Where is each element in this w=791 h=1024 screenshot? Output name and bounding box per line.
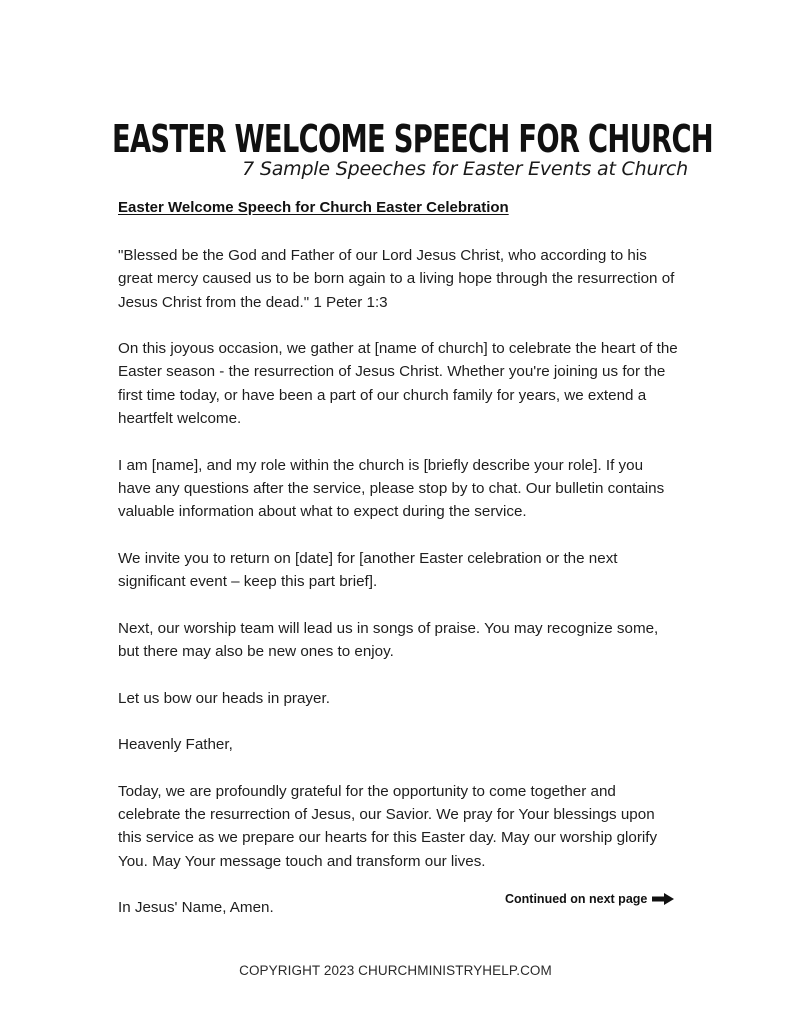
scripture-quote-paragraph: "Blessed be the God and Father of our Lord Jesus Christ, who according to his great mercy caused us to be born again to a living hope through the resurrection of Jesus Christ from the dead." 1 Peter 1:3 (118, 247, 675, 311)
continued-on-next-page (505, 891, 674, 907)
page-subtitle: 7 Sample Speeches for Easter Events at Church (242, 158, 688, 180)
continued-label: Continued on next page (505, 892, 648, 906)
welcome-paragraph: On this joyous occasion, we gather at [name of church] to celebrate the heart of the Easter season - the resurrection of Jesus Christ. Whether you're joining us for the first time today, or have been a part of our church family for years, we extend a heartfelt welcome. (118, 340, 678, 428)
invitation-paragraph: We invite you to return on [date] for [another Easter celebration or the next significant event – keep this part brief]. (118, 549, 618, 591)
introduction-paragraph: I am [name], and my role within the church is [briefly describe your role]. If you have any questions after the service, please stop by to chat. Our bulletin contains valuable information about what to expect during the service. (118, 456, 665, 521)
prayer-closing: In Jesus' Name, Amen. (118, 899, 274, 917)
prayer-body-paragraph: Today, we are profoundly grateful for the opportunity to come together and celebrate the resurrection of Jesus, our Savior. We pray for Your blessings upon this service as we prepare our hearts for this Easter day. May our worship glorify You. May Your message touch and transform our lives. (118, 782, 658, 870)
arrow-right-icon (652, 893, 674, 905)
speech-body (118, 244, 678, 943)
copyright-footer: COPYRIGHT 2023 CHURCHMINISTRYHELP.COM (239, 963, 552, 978)
page-title: EASTER WELCOME SPEECH FOR CHURCH (112, 117, 713, 161)
prayer-salutation: Heavenly Father, (118, 736, 233, 754)
prayer-intro-paragraph: Let us bow our heads in prayer. (118, 689, 330, 707)
section-heading: Easter Welcome Speech for Church Easter Celebration (118, 199, 509, 216)
worship-paragraph: Next, our worship team will lead us in songs of praise. You may recognize some, but there may also be new ones to enjoy. (118, 619, 659, 661)
